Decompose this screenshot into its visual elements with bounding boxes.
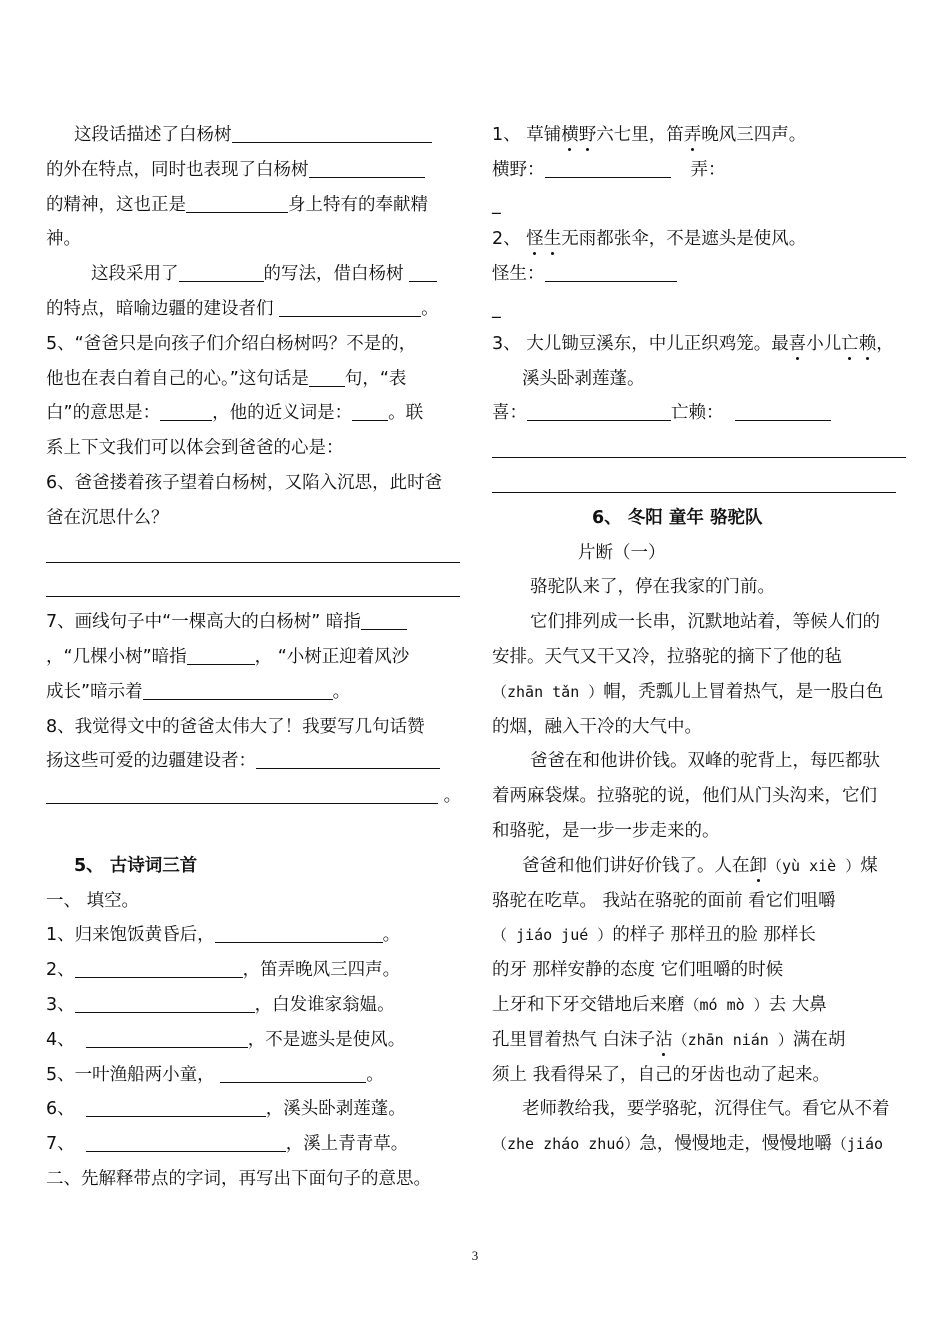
answer-blank[interactable] (409, 263, 437, 282)
text: 的外在特点，同时也表现了白杨树 (46, 159, 309, 180)
answer-blank[interactable] (279, 298, 421, 317)
passage-line (492, 675, 906, 710)
text: 无雨都张伞，不是遮头是使风。 (561, 229, 807, 250)
text: 2、 (492, 229, 527, 250)
text: 白”的意思是： (46, 403, 161, 424)
text: 骆驼队来了，停在我家的门前。 (530, 577, 775, 598)
answer-blank[interactable] (256, 750, 440, 769)
text: 爸爸在和他讲价钱。双峰的驼背上，每匹都驮 (530, 751, 880, 772)
section-5-heading (46, 849, 460, 884)
text: 4、 (46, 1029, 75, 1050)
text: 7、画线句子中“一棵高大的白杨树” 暗指 (46, 612, 361, 633)
passage-line (492, 744, 906, 779)
text: 的精神，这也正是 (46, 194, 186, 215)
q6-line-1 (46, 466, 460, 501)
text: 。联 (388, 403, 424, 424)
text: 着两麻袋煤。拉骆驼的说，他们从门头沟来，它们 (492, 786, 877, 807)
answer-blank[interactable] (75, 959, 243, 978)
text: 和骆驼，是一步一步走来的。 (492, 820, 720, 841)
passage-line (492, 1023, 906, 1058)
text: 。 (443, 786, 462, 807)
item-3-line-2 (492, 362, 906, 397)
q5-line-4 (46, 431, 460, 466)
passage-line (492, 849, 906, 884)
text: 片断（一） (578, 542, 666, 563)
text: ，不是遮头是使风。 (247, 1029, 406, 1050)
answer-blank[interactable] (361, 611, 407, 630)
text: 小儿 (806, 333, 842, 354)
text: ，“几棵小树”暗指 (46, 646, 187, 667)
text: 老师教给我，要学骆驼，沉得住气。看它从不着 (522, 1099, 890, 1120)
pinyin: （mó mò ） (684, 995, 769, 1014)
text: 骆驼在吃草。 我站在骆驼的面前 看它们咀嚼 (492, 890, 836, 911)
text: 。 (366, 1064, 384, 1085)
item-1-line-3 (492, 188, 906, 223)
text: ，白发谁家翁媪。 (254, 994, 395, 1015)
q7-line-2 (46, 640, 460, 675)
answer-blank[interactable] (735, 402, 831, 421)
item-2-line-3 (492, 292, 906, 327)
q5-line-3 (46, 396, 460, 431)
section-5-part-1 (46, 884, 460, 919)
answer-blank[interactable] (86, 1098, 266, 1117)
item-3-line-3 (492, 396, 906, 431)
text: 煤 (860, 855, 878, 876)
text: 3、 大儿锄豆溪东，中儿正织鸡笼。最 (492, 333, 789, 354)
pinyin: （jiáo (831, 1135, 884, 1154)
text: 上牙和下牙交错地后来磨 (492, 994, 685, 1015)
pinyin: （zhān tǎn ） (492, 682, 604, 701)
text: 须上 我看得呆了，自己的牙齿也动了起来。 (492, 1064, 831, 1085)
answer-blank[interactable] (187, 646, 255, 665)
text: ，他的近义词是： (212, 403, 353, 424)
answer-blank[interactable] (215, 924, 383, 943)
answer-blank[interactable] (86, 1133, 286, 1152)
text: _ (492, 298, 501, 319)
passage-line (492, 918, 906, 953)
passage-line (492, 953, 906, 988)
text: 孔里冒着热气 白沫子 (492, 1029, 656, 1050)
text: ，笛弄晚风三四声。 (242, 960, 401, 981)
text: 二、先解释带点的字词，再写出下面句子的意思。 (46, 1168, 431, 1189)
passage-line (492, 988, 906, 1023)
text: 扬这些可爱的边疆建设者： (46, 751, 256, 772)
answer-blank[interactable] (186, 193, 288, 212)
fill-7 (46, 1127, 460, 1162)
item-2-line-1 (492, 222, 906, 257)
answer-rule[interactable] (46, 536, 460, 571)
answer-blank[interactable] (352, 402, 388, 421)
text: 他也在表白着自己的心。”这句话是 (46, 368, 309, 389)
text: 句，“表 (344, 368, 407, 389)
q5-line-1 (46, 327, 460, 362)
text: 5、 古诗词三首 (74, 855, 198, 876)
dotted-char: 生 (544, 222, 562, 257)
answer-blank[interactable] (75, 994, 255, 1013)
fill-1 (46, 918, 460, 953)
passage-line (492, 605, 906, 640)
dotted-char: 赖 (859, 327, 877, 362)
pinyin: （yù xiè ） (767, 856, 861, 875)
text: 喜： (492, 403, 527, 424)
text: 去 大鼻 (768, 994, 827, 1015)
text: 8、我觉得文中的爸爸太伟大了！我要写几句话赞 (46, 716, 425, 737)
dotted-char: 弄 (684, 118, 702, 153)
text: 。 (421, 298, 439, 319)
text: 6、 冬阳 童年 骆驼队 (592, 507, 763, 528)
answer-rule[interactable] (46, 570, 460, 605)
passage-line (492, 779, 906, 814)
answer-blank[interactable] (46, 785, 438, 804)
p1-line-1 (46, 118, 460, 153)
text: ，溪头卧剥莲蓬。 (265, 1099, 406, 1120)
answer-blank[interactable] (545, 158, 671, 177)
text: 的写法，借白杨树 (263, 264, 404, 285)
text: 系上下文我们可以体会到爸爸的心是： (46, 438, 344, 459)
section-5-part-2 (46, 1162, 460, 1197)
answer-rule[interactable] (492, 431, 906, 466)
answer-blank[interactable] (160, 402, 212, 421)
q7-line-1 (46, 605, 460, 640)
text: 3、 (46, 994, 75, 1015)
item-3-line-1 (492, 327, 906, 362)
text: 这段话描述了白杨树 (74, 125, 232, 145)
p1-line-4 (46, 222, 460, 257)
p2-line-1 (46, 257, 460, 292)
text: 这段采用了 (91, 264, 179, 285)
text: 安排。天气又干又冷，拉骆驼的摘下了他的毡 (492, 646, 842, 667)
text: 的烟，融入干冷的大气中。 (492, 716, 702, 737)
text: 亡赖： (671, 403, 724, 424)
text: 它们排列成一长串，沉默地站着，等候人们的 (530, 612, 880, 633)
answer-blank[interactable] (309, 367, 345, 386)
answer-blank[interactable] (143, 680, 333, 699)
q8-line-1 (46, 710, 460, 745)
p1-line-2 (46, 153, 460, 188)
dotted-char: 喜 (789, 327, 807, 362)
text: 1、 草铺 (492, 125, 562, 145)
text: 帽，秃瓢儿上冒着热气，是一股白色 (603, 681, 884, 702)
section-6-subheading (492, 536, 906, 571)
text: 满在胡 (792, 1029, 846, 1050)
text: 2、 (46, 960, 75, 981)
passage-line (492, 570, 906, 605)
fill-2 (46, 953, 460, 988)
q8-line-2 (46, 744, 460, 779)
fill-5 (46, 1058, 460, 1093)
section-6-heading (492, 501, 906, 536)
passage-line (492, 640, 906, 675)
text: 溪头卧剥莲蓬。 (522, 368, 645, 389)
text: 成长”暗示着 (46, 681, 143, 702)
text: 弄： (690, 159, 726, 180)
text: 一、 填空。 (46, 890, 140, 911)
p1-line-3 (46, 188, 460, 223)
answer-blank[interactable] (309, 158, 425, 177)
dotted-char: 野 (579, 118, 597, 153)
text: 急，慢慢地走，慢慢地嚼 (639, 1134, 832, 1155)
page-number: 3 (471, 1248, 479, 1263)
passage-line (492, 1127, 906, 1162)
text: 六七里，笛 (596, 125, 684, 145)
answer-blank[interactable] (545, 263, 677, 282)
text: _ (492, 194, 501, 215)
text: 6、爸爸搂着孩子望着白杨树，又陷入沉思，此时爸 (46, 472, 443, 493)
dotted-char: 怪 (526, 222, 544, 257)
q8-line-3 (46, 779, 460, 814)
q7-line-3 (46, 675, 460, 710)
text: 横野： (492, 159, 545, 180)
answer-blank[interactable] (232, 124, 432, 143)
text: 7、 (46, 1134, 75, 1155)
pinyin: （ jiáo jué ） (492, 926, 613, 945)
dotted-char: 沾 (655, 1023, 673, 1058)
right-column (492, 118, 906, 1162)
dotted-char: 卸 (750, 849, 768, 884)
text: 6、 (46, 1099, 75, 1120)
q6-line-2 (46, 501, 460, 536)
text: 的样子 那样丑的脸 那样长 (612, 925, 816, 946)
text: 5、“爸爸只是向孩子们介绍白杨树吗？不是的， (46, 333, 417, 354)
pinyin: （zhe zháo zhuó） (492, 1135, 640, 1154)
item-1-line-1 (492, 118, 906, 153)
text: 晚风三四声。 (701, 125, 807, 145)
passage-line (492, 1092, 906, 1127)
text: ，溪上青青草。 (285, 1134, 409, 1155)
answer-blank[interactable] (179, 263, 264, 282)
p2-line-2 (46, 292, 460, 327)
text: 5、一叶渔船两小童， (46, 1064, 215, 1085)
text: 的牙 那样安静的态度 它们咀嚼的时候 (492, 960, 784, 981)
item-2-line-2 (492, 257, 906, 292)
text: 身上特有的奉献精 (288, 194, 428, 215)
pinyin: （zhān nián ） (672, 1030, 793, 1049)
passage-line (492, 814, 906, 849)
text: 。 (382, 925, 401, 946)
spacer (46, 814, 460, 849)
text: 。 (332, 681, 351, 702)
answer-blank[interactable] (527, 402, 671, 421)
item-1-line-2 (492, 153, 906, 188)
text: ， (876, 333, 894, 354)
text: 神。 (46, 229, 81, 250)
dotted-char: 横 (561, 118, 579, 153)
answer-rule[interactable] (492, 466, 906, 501)
dotted-char: 亡 (841, 327, 859, 362)
text: 爸爸和他们讲好价钱了。人在 (522, 855, 750, 876)
passage-line (492, 884, 906, 919)
text: 爸在沉思什么？ (46, 507, 169, 528)
fill-4 (46, 1023, 460, 1058)
text: 怪生： (492, 264, 545, 285)
q5-line-2 (46, 362, 460, 397)
text: 1、归来饱饭黄昏后， (46, 925, 215, 946)
text: 的特点，暗喻边疆的建设者们 (46, 298, 274, 319)
text: ， “小树正迎着风沙 (254, 646, 410, 667)
passage-line (492, 710, 906, 745)
passage-line (492, 1058, 906, 1093)
answer-blank[interactable] (86, 1028, 248, 1047)
fill-3 (46, 988, 460, 1023)
answer-blank[interactable] (220, 1063, 366, 1082)
left-column (46, 118, 460, 1197)
fill-6 (46, 1092, 460, 1127)
